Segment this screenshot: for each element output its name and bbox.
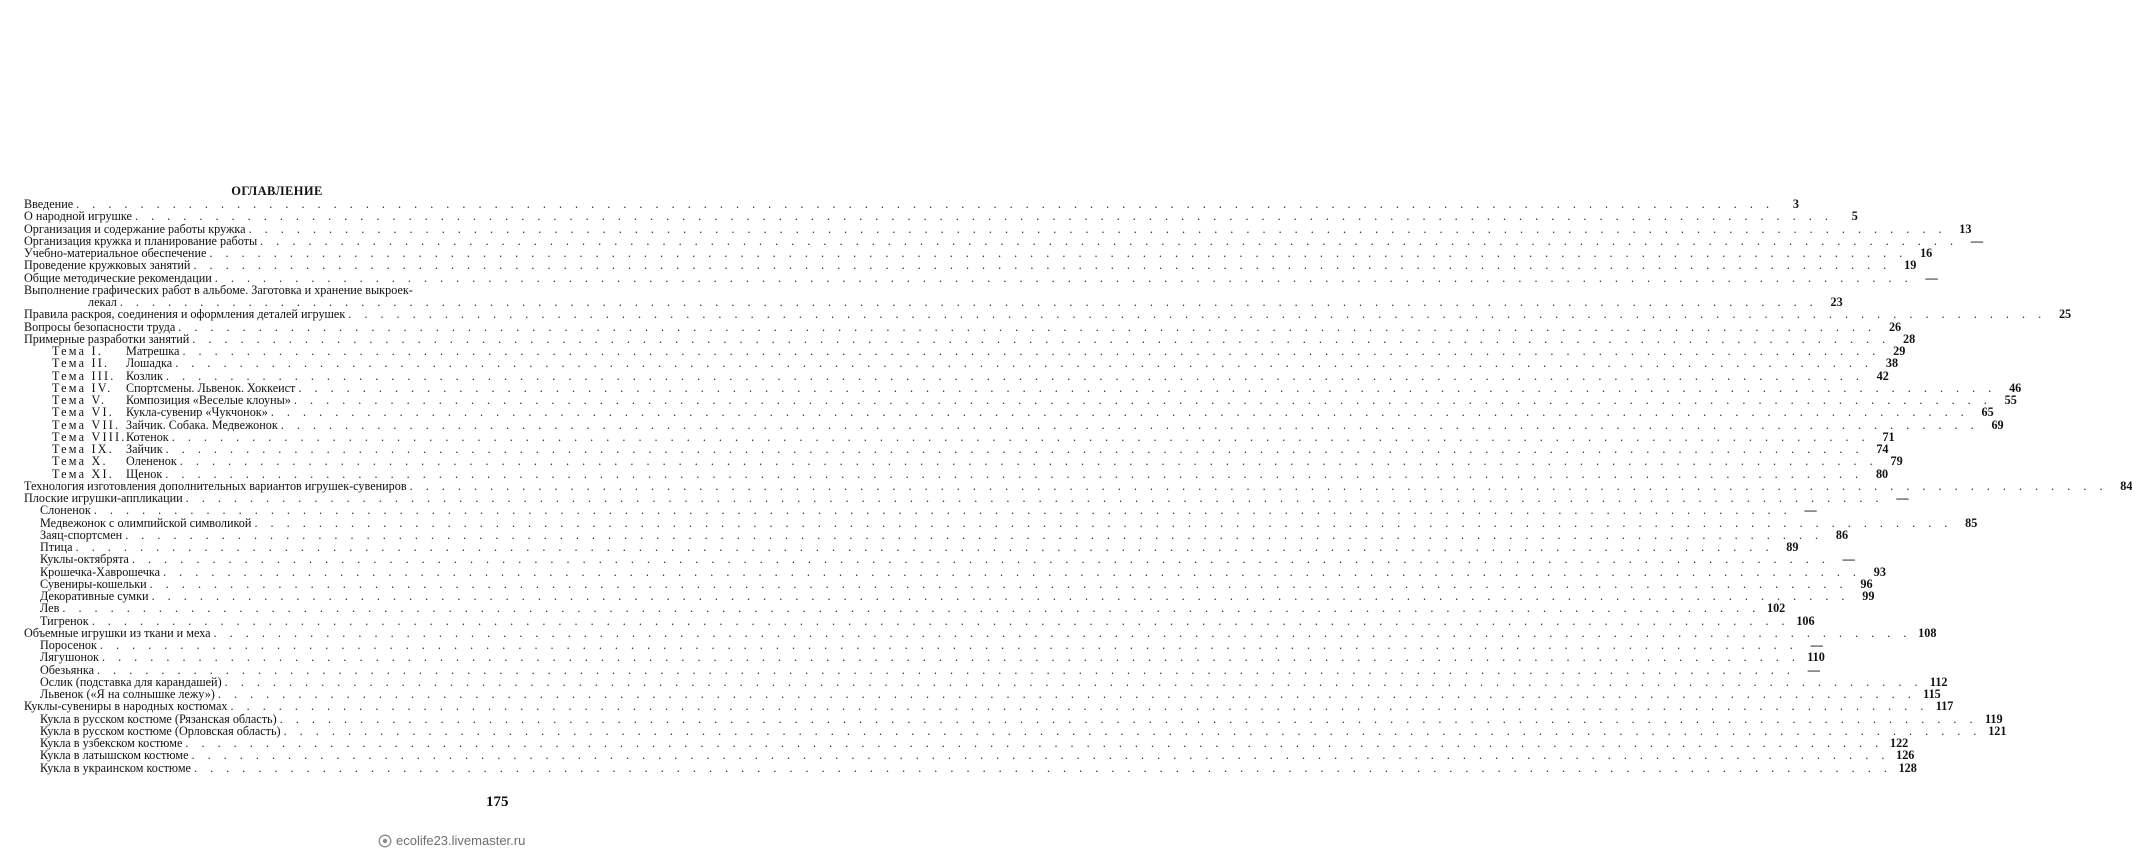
toc-entry-text: Организация кружка и планирование работы [24,233,258,248]
toc-entry-text: Львенок («Я на солнышке лежу») [40,687,215,701]
dot-leader [102,651,1800,663]
toc-entry-text: Введение [24,197,74,211]
toc-title: ОГЛАВЛЕНИЕ [231,184,323,198]
toc-entry-text: Правила раскроя, соединения и оформления деталей игрушек [24,307,346,322]
toc-entry [24,282,1843,309]
toc-entry-page: 115 [1923,687,1941,701]
toc-entry-page: 42 [1876,368,1889,383]
dot-leader [135,210,1833,222]
toc-entry-page: 5 [1851,209,1858,224]
toc-entry-page: 69 [1991,417,2004,432]
dot-leader [249,223,1947,235]
toc-entry-page: 99 [1862,589,1875,603]
toc-entry-text: О народной игрушке [24,209,132,224]
toc-entry-page: 128 [1898,760,1917,775]
dot-leader [191,749,1889,761]
toc-entry-text: Птица [40,540,73,554]
toc-entry-page: 85 [1965,515,1978,530]
dot-leader [231,700,1929,712]
toc-entry-page: 71 [1882,429,1895,444]
toc-entry-page: 121 [1988,723,2007,738]
toc-entry-text: Примерные разработки занятий [24,331,190,346]
dot-leader [180,455,1878,467]
toc-entry-text: Объемные игрушки из ткани и меха [24,625,211,640]
toc-entry-page: 119 [1984,711,2003,726]
dot-leader [254,517,1952,529]
toc-entry-text: Композиция «Веселые клоуны» [126,393,291,407]
dot-leader [280,713,1978,725]
toc-entry [24,601,1786,616]
toc-entry [24,454,1903,469]
dot-leader [165,468,1863,480]
toc-entry-text: Технология изготовления дополнительных вариантов игрушек-сувениров [24,478,407,493]
toc-entry-page: 25 [2058,307,2072,322]
toc-entry-page: — [1970,233,1984,248]
dot-leader [97,664,1795,676]
toc-entry-page: — [1896,491,1909,505]
toc-entry-text: Кукла-сувенир «Чукчонок» [126,405,268,420]
toc-entry-page: 55 [2004,393,2017,407]
tema-label: Тема VII. [52,417,121,432]
toc-entry-text: Кукла в латышском костюме [40,748,189,763]
watermark-text: ecolife23.livemaster.ru [396,833,526,848]
toc-entry-text: Крошечка-Хаврошечка [40,564,161,579]
toc-entry-page: 79 [1890,454,1903,469]
dot-leader [178,321,1876,333]
toc-entry-text: Зайчик [126,442,163,456]
dot-leader [62,602,1760,614]
toc-entry-text: Кукла в русском костюме (Орловская область) [40,723,281,738]
toc-entry-page: 46 [2009,380,2022,395]
toc-entry-page: — [1842,552,1855,567]
toc-entry-page: 86 [1835,527,1849,542]
toc-entry-page: 29 [1893,344,1906,358]
toc-entry-text: Обезьянка [40,662,95,677]
toc-entry [24,356,1899,371]
dot-leader [132,553,1830,565]
toc-entry-page: — [1807,662,1820,677]
tema-label: Тема VIII. [52,429,127,444]
toc-entry-page: 38 [1885,356,1899,371]
livemaster-logo-icon [378,834,392,848]
toc-entry-text: Куклы-октябрята [40,552,129,567]
page-number: 175 [486,794,509,810]
tema-label: Тема X. [52,454,108,469]
toc-entry-page: 3 [1792,197,1800,211]
dot-leader [92,615,1790,627]
tema-label: Тема XI. [52,466,114,481]
toc-entry-text: Вопросы безопасности труда [24,319,176,334]
toc-entry-page: — [1804,503,1817,518]
tema-label: Тема VI. [52,405,114,420]
dot-leader [175,357,1873,369]
toc-entry-title [40,762,191,774]
toc-entry-page: 106 [1796,613,1815,628]
toc-entry-text: Плоские игрушки-аппликации [24,491,183,505]
toc-entry-text: Проведение кружковых занятий [24,258,191,273]
toc-entry-text: Тигренок [40,613,89,628]
toc-entry-page: 102 [1766,601,1786,616]
toc-entry-page: 117 [1935,699,1954,714]
tema-label: Тема IX. [52,442,114,456]
toc-entry-text: Заяц-спортсмен [40,527,123,542]
dot-leader [94,504,1792,516]
toc-entry-text: Кукла в украинском костюме [40,760,191,775]
toc-entry-text: Матрешка [126,344,180,358]
toc-entry-page: 26 [1888,319,1902,334]
tema-label: Тема II. [52,356,110,371]
toc-entry-page: 112 [1929,674,1948,689]
watermark[interactable] [378,833,525,848]
toc-entry-text: Куклы-сувениры в народных костюмах [24,699,228,714]
toc-entry-text: Выполнение графических работ в альбоме. Заготовка и хранение выкроек- [24,282,413,297]
toc-entry-text: Кукла в русском костюме (Рязанская область) [40,711,277,726]
toc-entry-text: Декоративные сумки [40,589,149,603]
toc-entry-text: Зайчик. Собака. Медвежонок [126,417,278,432]
toc-entry-page: 16 [1920,246,1933,260]
toc-entry-text: Кукла в узбекском костюме [40,736,183,750]
toc-entry-text: Лягушонок [40,650,99,665]
toc-entry-text: Слоненок [40,503,91,518]
toc-entry-page: 84 [2120,478,2132,493]
toc-entry-text: Медвежонок с олимпийской символикой [40,515,252,530]
toc-entry-text: Общие методические рекомендации [24,270,212,285]
toc-entry-continuation: лекал [88,295,117,309]
dot-leader [194,762,1892,774]
toc-entry-text: Поросенок [40,638,97,652]
toc-entry-page: 96 [1860,576,1873,591]
toc-entry-page: 23 [1830,295,1843,309]
toc-entry-text: Котенок [126,429,169,444]
toc-entry-text: Щенок [126,466,163,481]
toc-entry-text: Олененок [126,454,177,469]
toc-entry-page: 28 [1903,331,1916,346]
toc-entry-text: Лошадка [126,356,173,371]
toc-entry-page: — [1925,270,1938,285]
toc-entry-text: Лев [40,601,60,616]
toc-entry-page: 108 [1918,625,1937,640]
dot-leader [193,259,1891,271]
dot-leader [281,419,1979,431]
dot-leader [271,406,1969,418]
toc-entry [24,417,2004,432]
toc-entry-text: Козлик [126,368,163,383]
dot-leader [166,370,1864,382]
toc-entry-page: 89 [1786,540,1799,554]
toc-entry-text: Учебно-материальное обеспечение [24,246,207,260]
toc-entry-page: 13 [1959,221,1972,236]
toc-entry-page: 19 [1904,258,1917,273]
dot-leader [215,272,1913,284]
toc-entry-page: 93 [1873,564,1886,579]
toc-entry-text: Спортсмены. Львенок. Хоккеист [126,380,296,395]
toc-entry-page: 65 [1981,405,1994,420]
toc-entry-page: 110 [1807,650,1825,665]
toc-entry [24,650,1825,665]
toc-entry-page: 126 [1896,748,1915,763]
toc-entry-text: Организация и содержание работы кружка [24,221,246,236]
table-of-contents [24,197,2132,775]
toc-entry-page: 74 [1876,442,1889,456]
dot-leader [163,566,1861,578]
dot-leader [348,308,2046,320]
toc-entry-text: Ослик (подставка для карандашей) [40,674,222,689]
toc-entry [24,760,1917,775]
tema-label: Тема IV. [52,380,113,395]
tema-label: Тема I. [52,344,103,358]
toc-entry-page: 80 [1875,466,1889,481]
toc-entry-page: — [1810,638,1823,652]
toc-entry-page: 122 [1889,736,1909,750]
tema-label: Тема V. [52,393,107,407]
tema-label: Тема III. [52,368,116,383]
toc-entry-text: Сувениры-кошельки [40,576,147,591]
